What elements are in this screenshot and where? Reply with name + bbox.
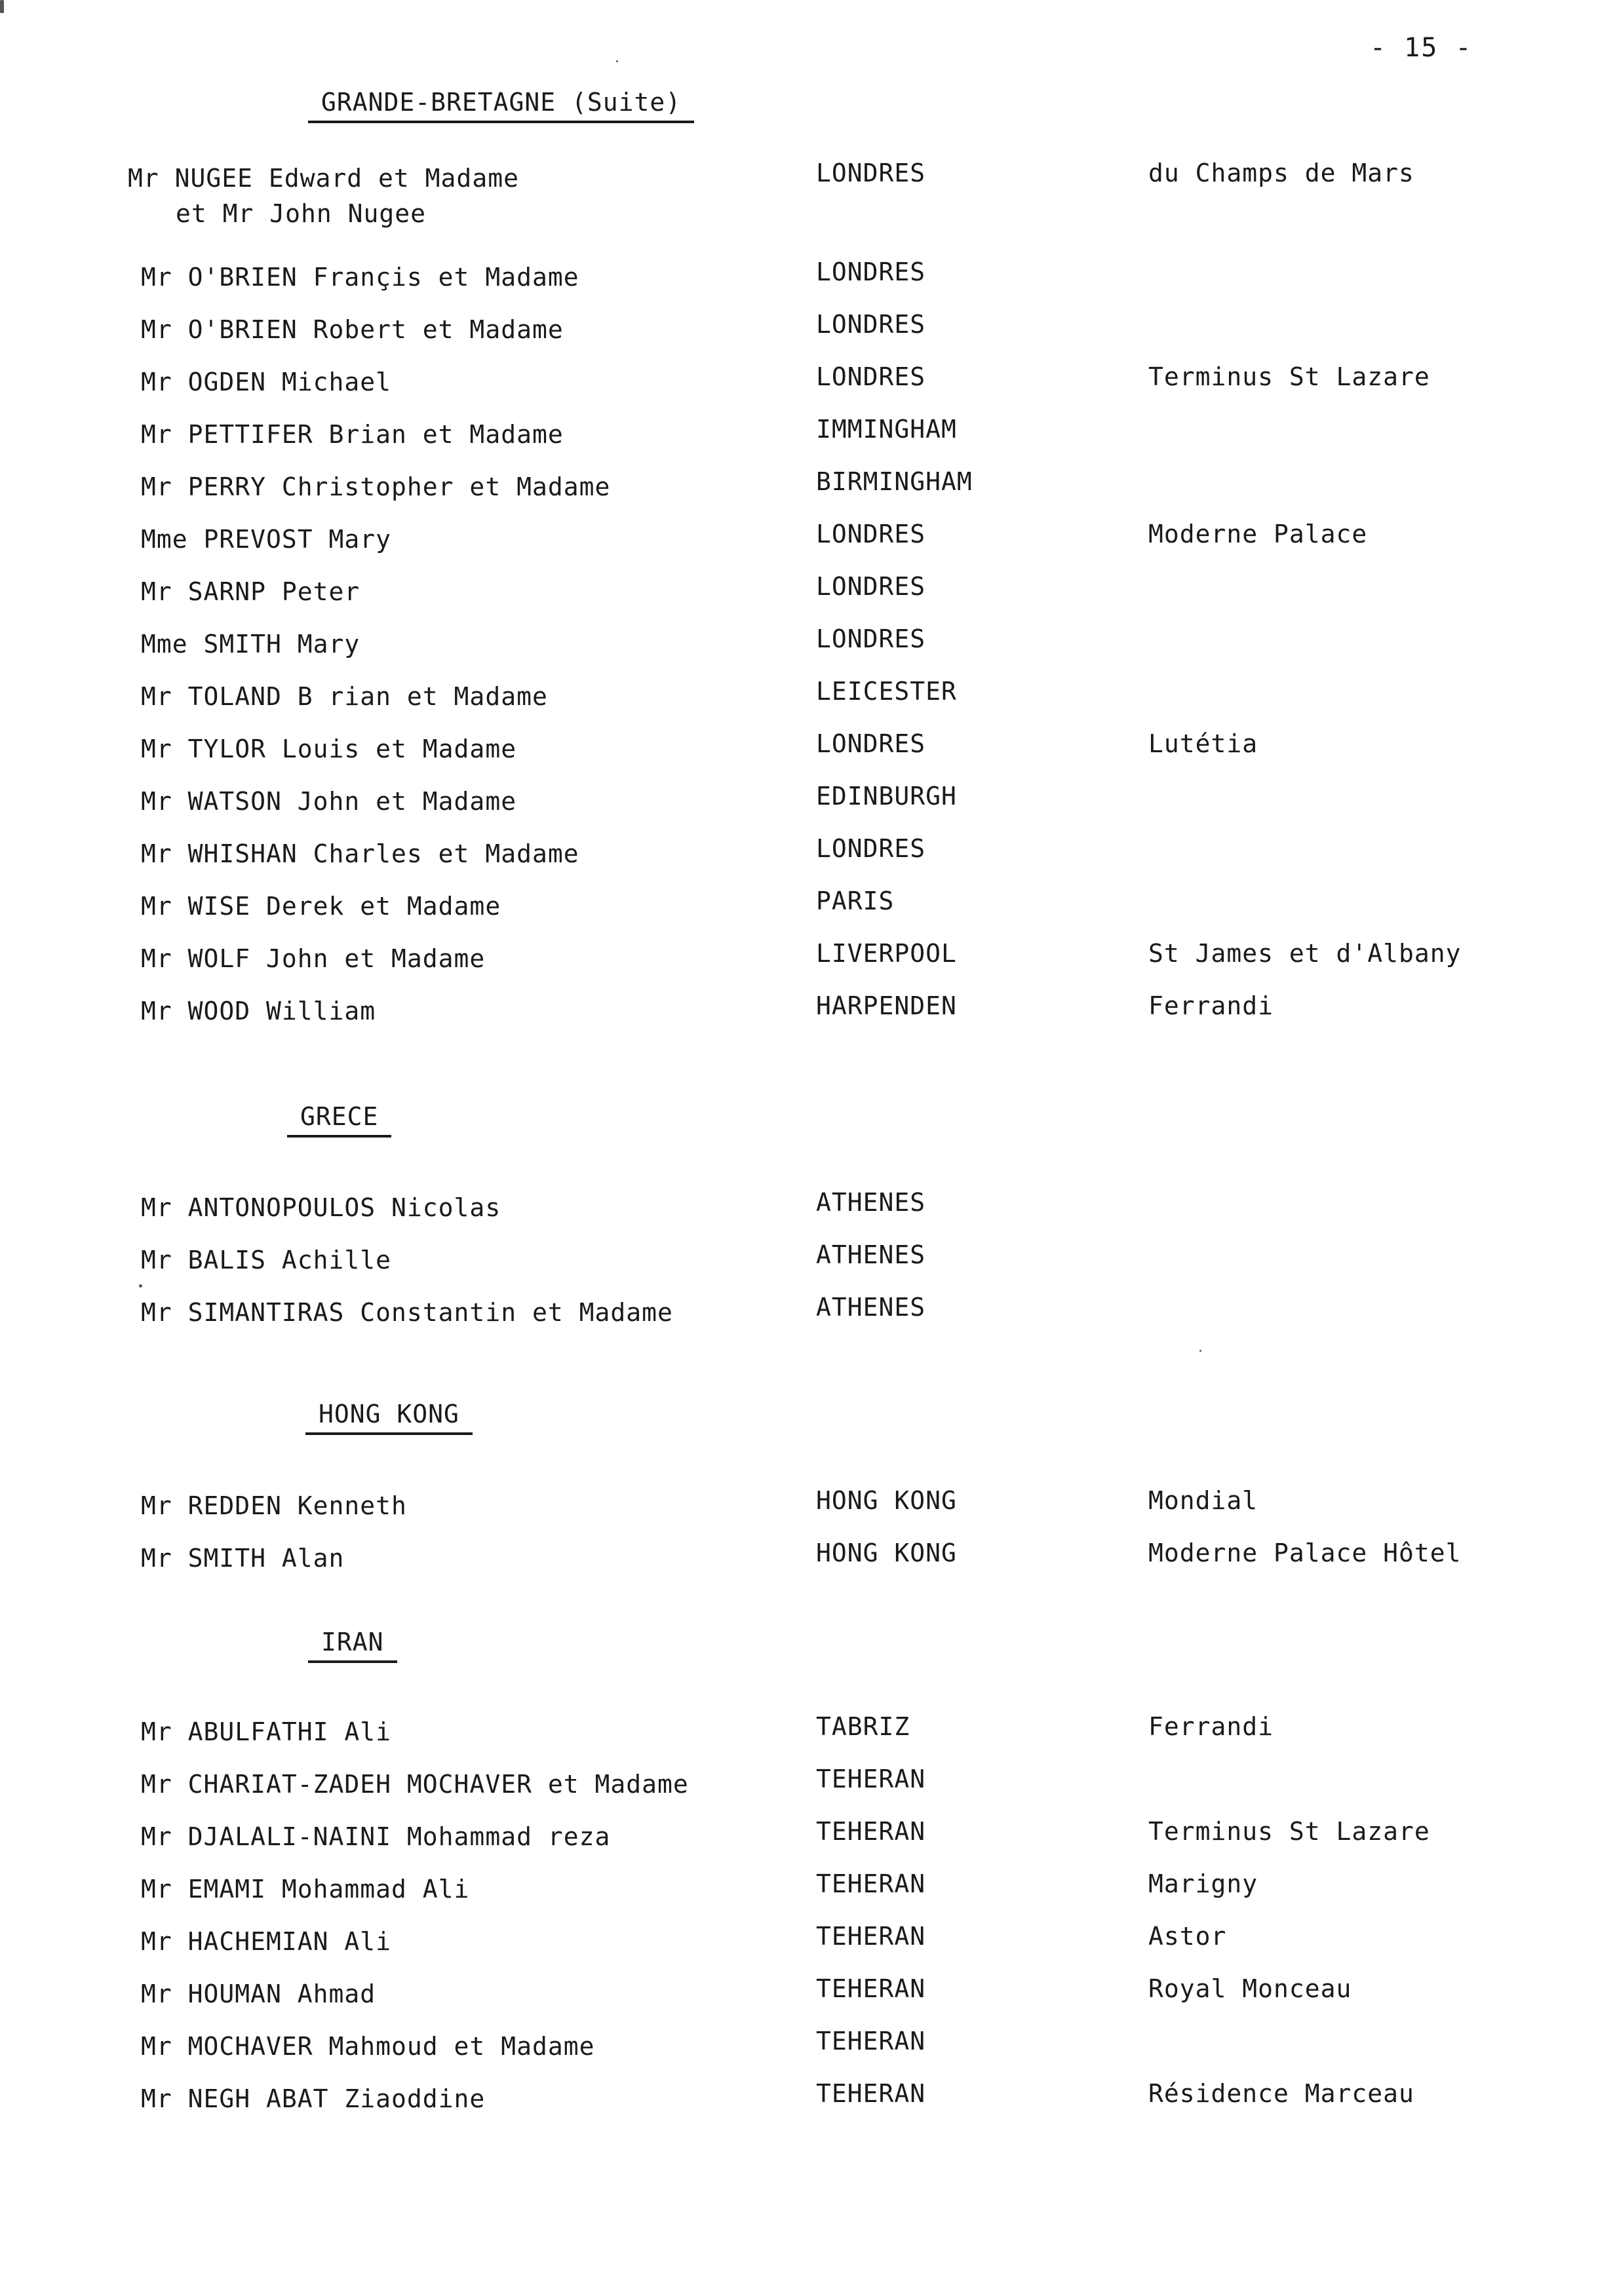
guest-city: LONDRES (816, 572, 926, 601)
guest-city: ATHENES (816, 1188, 926, 1217)
guest-city: TEHERAN (816, 1922, 926, 1951)
guest-name: Mr TOLAND B rian et Madame (141, 682, 548, 711)
guest-city: LONDRES (816, 834, 926, 863)
guest-hotel: Moderne Palace Hôtel (1148, 1539, 1462, 1567)
guest-hotel: Terminus St Lazare (1148, 1817, 1430, 1846)
guest-city: TEHERAN (816, 2027, 926, 2056)
list-item (0, 2028, 1615, 2067)
guest-name: Mr OGDEN Michael (141, 368, 392, 396)
guest-city: TEHERAN (816, 1817, 926, 1846)
list-item (0, 364, 1615, 403)
section-heading-hong-kong: HONG KONG (305, 1401, 473, 1435)
page-number: - 15 - (1370, 33, 1473, 63)
guest-hotel: du Champs de Mars (1148, 159, 1414, 187)
guest-city: PARIS (816, 887, 895, 915)
guest-name: Mr ANTONOPOULOS Nicolas (141, 1193, 501, 1222)
guest-name: Mr HOUMAN Ahmad (141, 1980, 376, 2008)
scan-speck (139, 1284, 142, 1288)
guest-city: LONDRES (816, 729, 926, 758)
list-item (0, 1818, 1615, 1858)
guest-city: LONDRES (816, 310, 926, 339)
guest-city: TEHERAN (816, 1869, 926, 1898)
list-item (0, 1294, 1615, 1333)
list-item (0, 1189, 1615, 1229)
list-item (0, 835, 1615, 875)
guest-city: HONG KONG (816, 1486, 957, 1515)
list-item (0, 940, 1615, 980)
guest-city: LONDRES (816, 520, 926, 548)
scan-speck (0, 0, 4, 13)
guest-name: Mr SARNP Peter (141, 577, 360, 606)
list-item (0, 469, 1615, 508)
guest-name: Mr TYLOR Louis et Madame (141, 735, 517, 763)
guest-name: Mr O'BRIEN Françis et Madame (141, 263, 579, 292)
guest-name: Mr WOOD William (141, 997, 376, 1025)
guest-name: Mr HACHEMIAN Ali (141, 1927, 392, 1956)
guest-name: Mr SIMANTIRAS Constantin et Madame (141, 1298, 673, 1327)
guest-name: Mr EMAMI Mohammad Ali (141, 1875, 470, 1904)
guest-city: IMMINGHAM (816, 415, 957, 444)
guest-name: Mr REDDEN Kenneth (141, 1491, 407, 1520)
guest-name: Mr WOLF John et Madame (141, 944, 486, 973)
list-item (0, 416, 1615, 455)
list-item (0, 259, 1615, 298)
guest-city: HARPENDEN (816, 991, 957, 1020)
guest-name: Mr WATSON John et Madame (141, 787, 517, 816)
guest-city: EDINBURGH (816, 782, 957, 811)
guest-city: LIVERPOOL (816, 939, 957, 968)
guest-name: Mr BALIS Achille (141, 1246, 392, 1274)
guest-city: LONDRES (816, 159, 926, 187)
guest-hotel: Royal Monceau (1148, 1974, 1352, 2003)
guest-name: Mr CHARIAT-ZADEH MOCHAVER et Madame (141, 1770, 689, 1799)
guest-city: TABRIZ (816, 1712, 910, 1741)
guest-name: Mr WHISHAN Charles et Madame (141, 839, 579, 868)
list-item (0, 1713, 1615, 1753)
guest-city: ATHENES (816, 1240, 926, 1269)
list-item (0, 783, 1615, 822)
guest-city: TEHERAN (816, 1974, 926, 2003)
guest-name: Mme PREVOST Mary (141, 525, 392, 554)
guest-city: TEHERAN (816, 2079, 926, 2108)
guest-hotel: Mondial (1148, 1486, 1258, 1515)
guest-city: TEHERAN (816, 1765, 926, 1793)
list-item (0, 160, 1615, 199)
guest-name: Mr NEGH ABAT Ziaoddine (141, 2084, 486, 2113)
guest-hotel: Ferrandi (1148, 1712, 1274, 1741)
guest-name: Mr PETTIFER Brian et Madame (141, 420, 564, 449)
list-item (0, 1540, 1615, 1579)
list-item (0, 1923, 1615, 1962)
guest-name-continuation: et Mr John Nugee (176, 199, 427, 228)
guest-city: HONG KONG (816, 1539, 957, 1567)
list-item (0, 2080, 1615, 2120)
guest-hotel: Terminus St Lazare (1148, 362, 1430, 391)
list-item (0, 993, 1615, 1032)
guest-hotel: Astor (1148, 1922, 1227, 1951)
guest-name: Mr NUGEE Edward et Madame (128, 164, 519, 193)
guest-city: ATHENES (816, 1293, 926, 1322)
section-heading-grece: GRECE (287, 1103, 391, 1138)
list-item (0, 573, 1615, 613)
guest-name: Mr MOCHAVER Mahmoud et Madame (141, 2032, 595, 2061)
guest-hotel: Résidence Marceau (1148, 2079, 1414, 2108)
list-item (0, 1871, 1615, 1910)
guest-name: Mr SMITH Alan (141, 1544, 345, 1573)
guest-hotel: Moderne Palace (1148, 520, 1368, 548)
section-heading-iran: IRAN (308, 1629, 397, 1663)
guest-name: Mr PERRY Christopher et Madame (141, 472, 611, 501)
guest-name: Mr ABULFATHI Ali (141, 1717, 392, 1746)
guest-city: LONDRES (816, 624, 926, 653)
list-item (0, 1766, 1615, 1805)
list-item (0, 1487, 1615, 1527)
guest-hotel: Marigny (1148, 1869, 1258, 1898)
list-item (0, 311, 1615, 351)
guest-city: LEICESTER (816, 677, 957, 706)
guest-city: LONDRES (816, 258, 926, 286)
guest-city: BIRMINGHAM (816, 467, 973, 496)
section-heading-grande-bretagne: GRANDE-BRETAGNE (Suite) (308, 89, 694, 123)
guest-name: Mme SMITH Mary (141, 630, 360, 659)
guest-hotel: St James et d'Albany (1148, 939, 1462, 968)
list-item (0, 626, 1615, 665)
guest-hotel: Lutétia (1148, 729, 1258, 758)
list-item (0, 521, 1615, 560)
guest-hotel: Ferrandi (1148, 991, 1274, 1020)
list-item (0, 1242, 1615, 1281)
guest-name: Mr O'BRIEN Robert et Madame (141, 315, 564, 344)
scan-speck (1199, 1350, 1201, 1352)
guest-city: LONDRES (816, 362, 926, 391)
scan-speck (616, 60, 618, 62)
guest-name: Mr DJALALI-NAINI Mohammad reza (141, 1822, 611, 1851)
list-item (0, 678, 1615, 718)
list-item (0, 1976, 1615, 2015)
guest-name: Mr WISE Derek et Madame (141, 892, 501, 921)
list-item (0, 888, 1615, 927)
list-item (0, 731, 1615, 770)
